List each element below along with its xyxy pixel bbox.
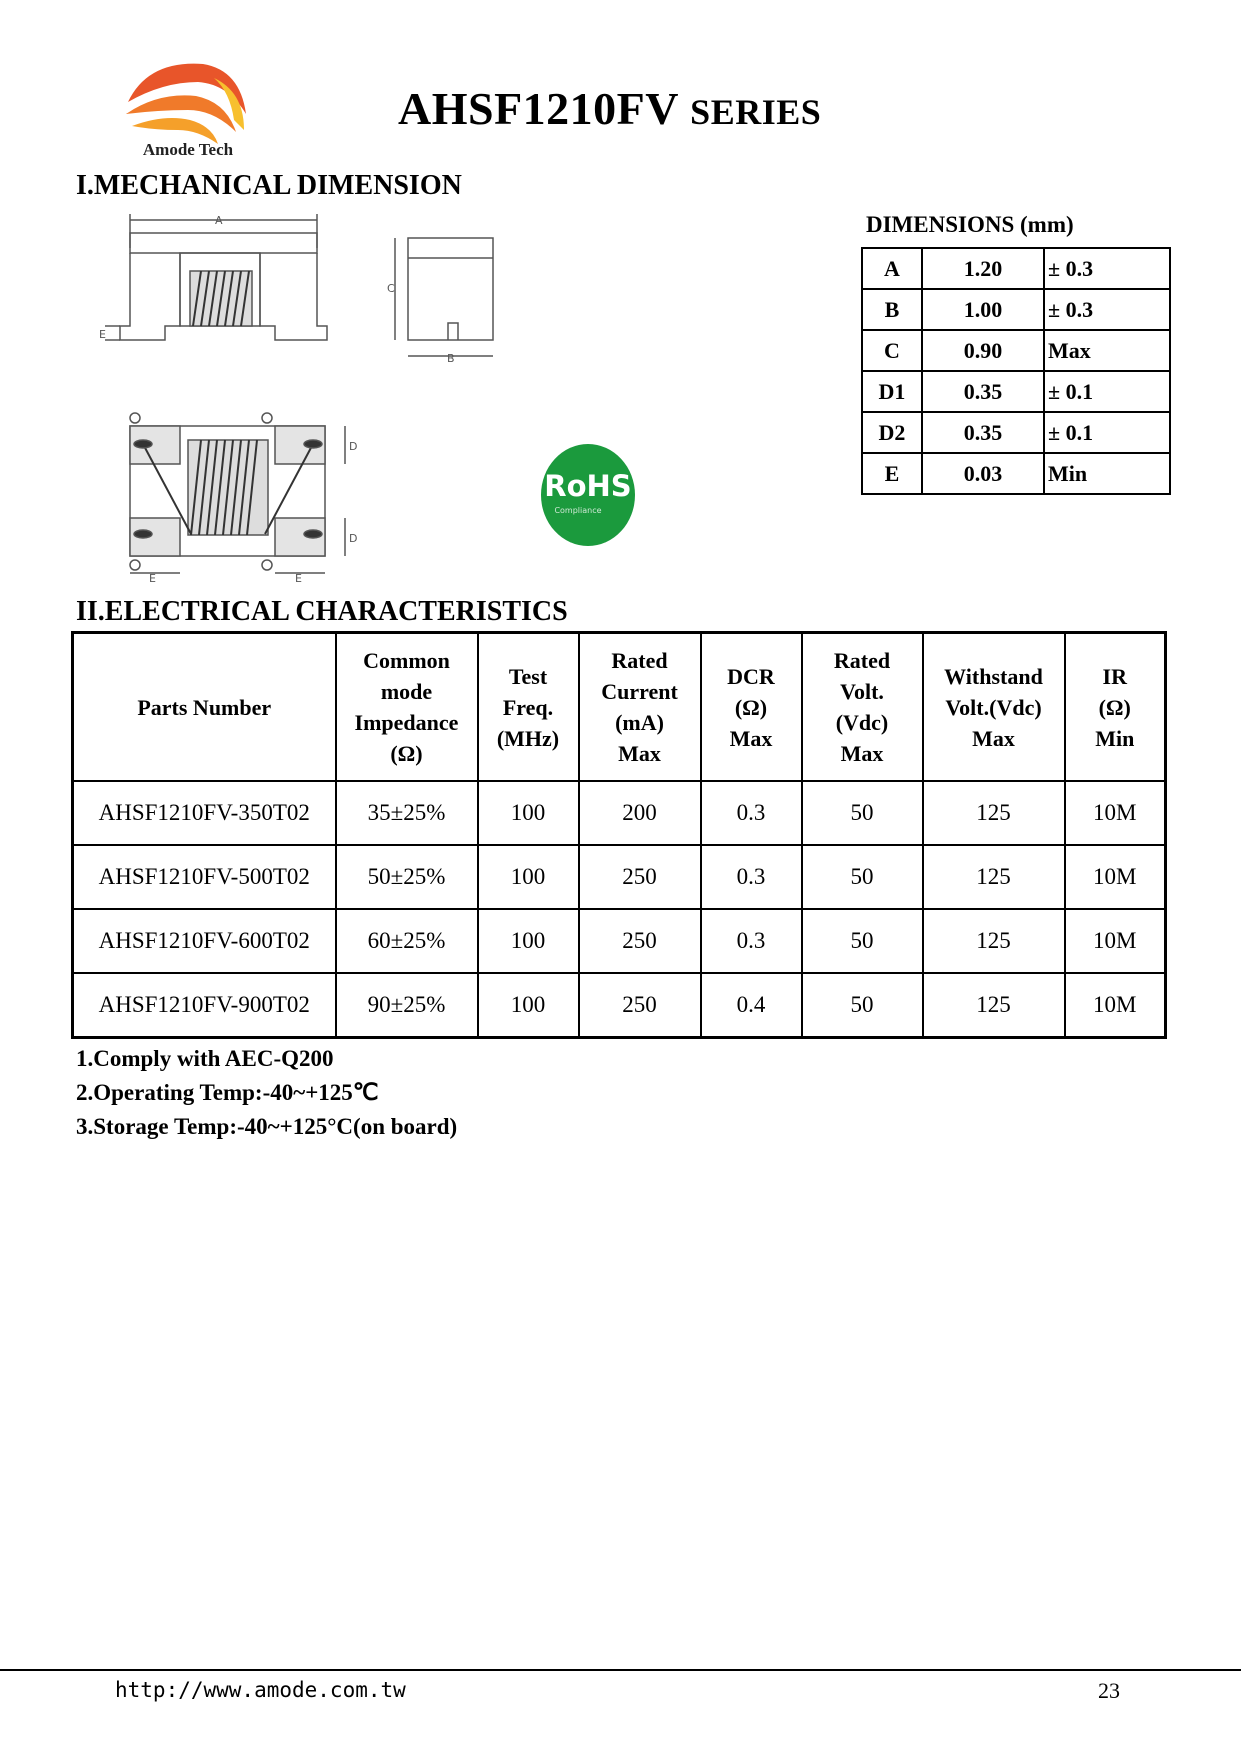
column-header-line: Rated <box>611 648 668 673</box>
section-electrical-heading: II.ELECTRICAL CHARACTERISTICS <box>76 596 568 627</box>
table-cell: 10M <box>1065 781 1166 845</box>
dimension-key: E <box>862 453 922 494</box>
column-header-line: Max <box>729 725 773 751</box>
electrical-table <box>71 631 1167 1039</box>
column-header <box>336 633 478 782</box>
table-row <box>73 781 1166 845</box>
dim-label-a: A <box>215 214 223 227</box>
column-header <box>701 633 802 782</box>
rohs-sublabel: Compliance <box>554 506 602 515</box>
table-cell: 35±25% <box>336 781 478 845</box>
table-cell: 250 <box>579 973 701 1038</box>
dim-label-c: C <box>387 282 395 295</box>
column-header-line: IR <box>1102 663 1127 689</box>
page-title <box>398 82 821 135</box>
note-item: 1.Comply with AEC-Q200 <box>76 1046 334 1071</box>
dimension-tolerance: ± 0.3 <box>1044 289 1170 330</box>
column-header-line: (Ω) <box>734 694 768 720</box>
note-item: 2.Operating Temp:-40~+125℃ <box>76 1080 379 1105</box>
column-header-line: Volt.(Vdc) <box>945 694 1042 720</box>
dimension-row <box>862 330 1170 371</box>
dimensions-table-body <box>862 248 1170 494</box>
dimension-row <box>862 453 1170 494</box>
column-header-line: (Vdc) <box>835 710 889 735</box>
logo-text: Amode Tech <box>142 140 234 159</box>
part-number-cell: AHSF1210FV-350T02 <box>73 781 336 845</box>
table-cell: 90±25% <box>336 973 478 1038</box>
table-cell: 10M <box>1065 845 1166 909</box>
part-number-cell: AHSF1210FV-500T02 <box>73 845 336 909</box>
column-header <box>802 633 923 782</box>
title-series: SERIES <box>690 92 822 132</box>
dimensions-caption: DIMENSIONS (mm) <box>866 212 1074 237</box>
top-view <box>130 413 357 585</box>
table-row <box>73 845 1166 909</box>
header-row <box>73 633 1166 782</box>
table-cell: 0.3 <box>701 845 802 909</box>
table-cell: 100 <box>478 909 579 973</box>
column-header <box>579 633 701 782</box>
dim-label-d1: D <box>349 440 358 453</box>
dim-label-b: B <box>447 352 455 365</box>
table-cell: 0.3 <box>701 781 802 845</box>
table-cell: 60±25% <box>336 909 478 973</box>
column-header-line: Min <box>1095 725 1135 751</box>
column-header-line: Current <box>601 679 678 704</box>
column-header-line: Parts Number <box>137 694 272 720</box>
column-header-line: Max <box>840 741 884 766</box>
page-number: 23 <box>1098 1678 1120 1703</box>
title-part-name: AHSF1210FV <box>398 83 679 134</box>
part-number-cell: AHSF1210FV-600T02 <box>73 909 336 973</box>
front-view <box>99 214 327 341</box>
table-cell: 50 <box>802 973 923 1038</box>
electrical-table-body <box>73 781 1166 1038</box>
table-cell: 10M <box>1065 909 1166 973</box>
dim-label-d2: D <box>349 532 358 545</box>
table-cell: 50 <box>802 781 923 845</box>
dimension-key: D1 <box>862 371 922 412</box>
column-header-line: (MHz) <box>496 725 560 751</box>
column-header-line: Max <box>972 725 1015 751</box>
column-header-line: Rated <box>833 648 891 673</box>
mechanical-drawing <box>95 208 515 588</box>
rohs-badge <box>540 443 636 547</box>
dimension-tolerance: Max <box>1044 330 1170 371</box>
table-row <box>73 973 1166 1038</box>
column-header-line: (Ω) <box>1098 694 1131 720</box>
column-header-line: Test <box>508 663 548 689</box>
column-header-line: Impedance <box>354 710 459 735</box>
side-view <box>387 238 493 365</box>
dimension-value: 0.35 <box>922 412 1044 453</box>
dimension-key: A <box>862 248 922 289</box>
table-cell: 100 <box>478 845 579 909</box>
table-cell: 100 <box>478 781 579 845</box>
table-cell: 250 <box>579 909 701 973</box>
dimension-value: 1.00 <box>922 289 1044 330</box>
dimension-key: C <box>862 330 922 371</box>
dim-label-e-top2: E <box>295 572 302 585</box>
notes <box>76 1042 457 1144</box>
column-header-line: Volt. <box>840 679 884 704</box>
dim-label-e: E <box>99 328 106 341</box>
table-cell: 250 <box>579 845 701 909</box>
dimension-value: 0.03 <box>922 453 1044 494</box>
table-cell: 50 <box>802 909 923 973</box>
dimension-row <box>862 371 1170 412</box>
column-header <box>478 633 579 782</box>
column-header-line: (mA) <box>615 710 664 735</box>
footer-url[interactable]: http://www.amode.com.tw <box>115 1678 406 1702</box>
dimension-key: B <box>862 289 922 330</box>
column-header-line: Freq. <box>502 694 554 720</box>
electrical-table-header <box>73 633 1166 782</box>
section-mechanical-heading: I.MECHANICAL DIMENSION <box>76 170 462 201</box>
dimension-tolerance: ± 0.1 <box>1044 412 1170 453</box>
column-header-line: mode <box>380 679 433 704</box>
table-cell: 0.3 <box>701 909 802 973</box>
rohs-label: RoHS <box>544 469 632 503</box>
dimensions-table <box>861 247 1171 495</box>
column-header-line: (Ω) <box>390 741 423 766</box>
table-cell: 100 <box>478 973 579 1038</box>
dimension-tolerance: ± 0.1 <box>1044 371 1170 412</box>
table-cell: 125 <box>923 781 1065 845</box>
column-header-line: Max <box>618 741 661 766</box>
note-item: 3.Storage Temp:-40~+125°C(on board) <box>76 1114 458 1139</box>
table-row <box>73 909 1166 973</box>
table-cell: 200 <box>579 781 701 845</box>
table-cell: 50 <box>802 845 923 909</box>
column-header-line: DCR <box>727 663 775 689</box>
table-cell: 50±25% <box>336 845 478 909</box>
dimension-tolerance: Min <box>1044 453 1170 494</box>
table-cell: 0.4 <box>701 973 802 1038</box>
column-header-line: Common <box>363 648 450 673</box>
dimension-row <box>862 412 1170 453</box>
column-header <box>923 633 1065 782</box>
table-cell: 10M <box>1065 973 1166 1038</box>
table-cell: 125 <box>923 909 1065 973</box>
column-header <box>1065 633 1166 782</box>
table-cell: 125 <box>923 845 1065 909</box>
column-header <box>73 633 336 782</box>
column-header-line: Withstand <box>944 663 1043 689</box>
table-cell: 125 <box>923 973 1065 1038</box>
dimension-value: 0.90 <box>922 330 1044 371</box>
dimension-row <box>862 248 1170 289</box>
dimension-value: 1.20 <box>922 248 1044 289</box>
dimension-tolerance: ± 0.3 <box>1044 248 1170 289</box>
dimension-key: D2 <box>862 412 922 453</box>
footer-rule <box>0 1669 1241 1671</box>
dim-label-e-top1: E <box>149 572 156 585</box>
dimension-value: 0.35 <box>922 371 1044 412</box>
part-number-cell: AHSF1210FV-900T02 <box>73 973 336 1038</box>
dimension-row <box>862 289 1170 330</box>
